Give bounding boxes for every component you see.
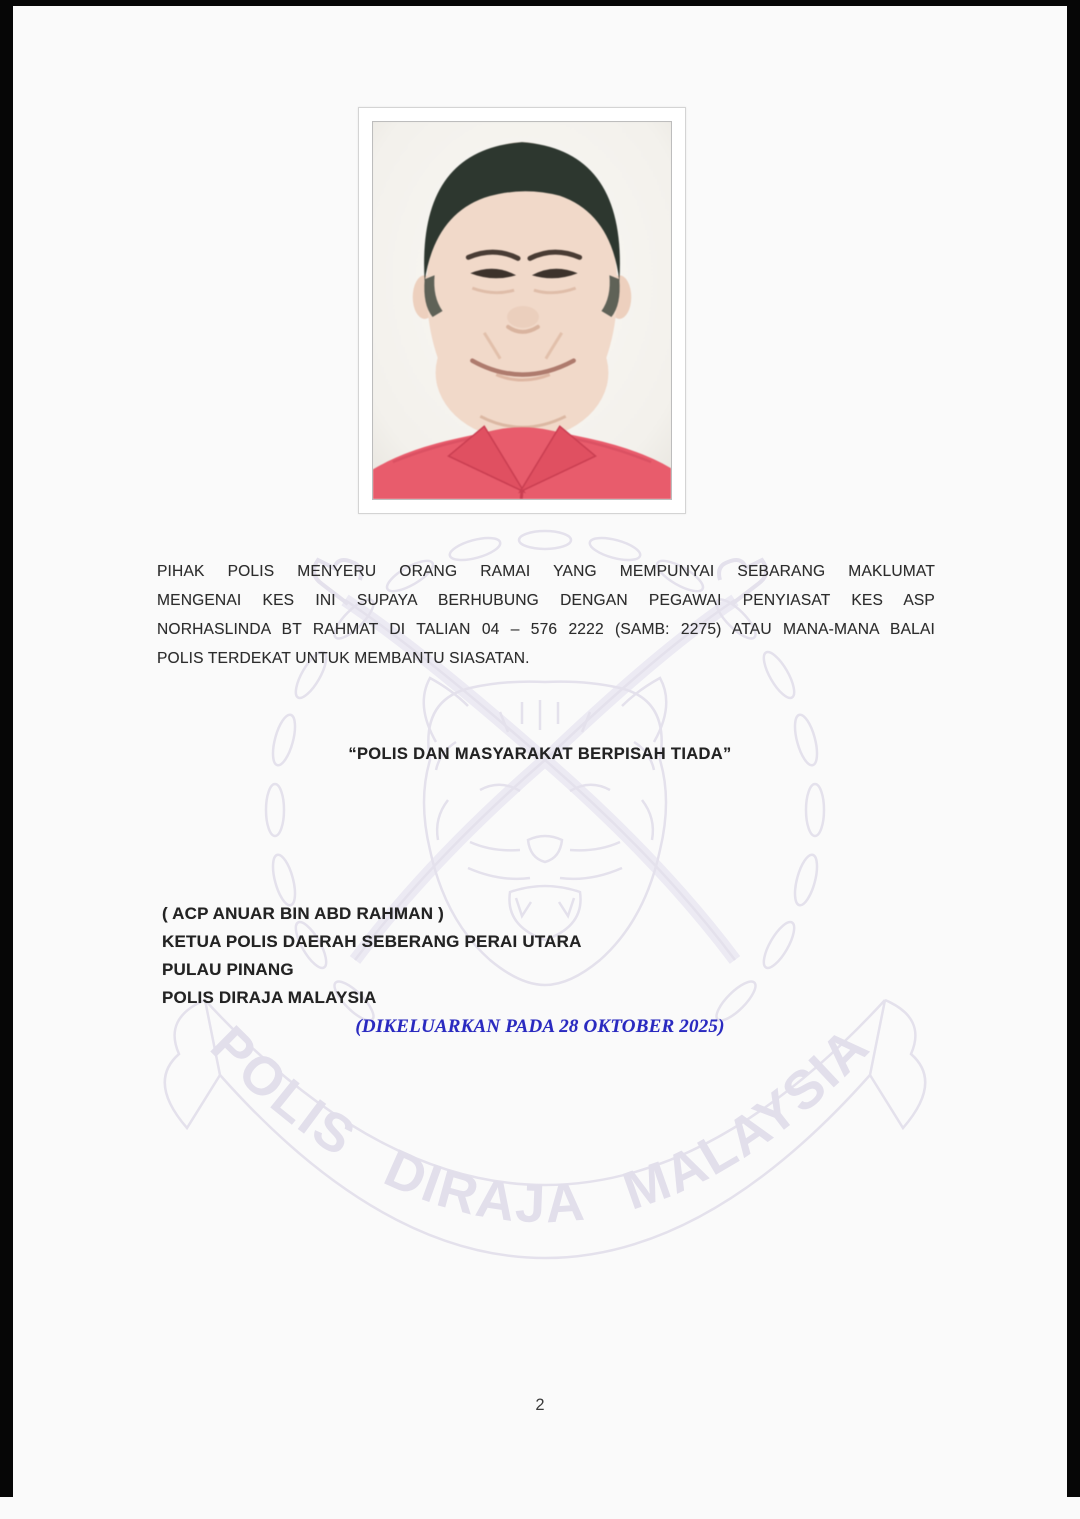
paragraph-line: NORHASLINDA BT RAHMAT DI TALIAN 04 – 576 2222 (SAMB: 2275) ATAU MANA-MANA BALAI (157, 621, 935, 638)
portrait-photo (358, 107, 686, 514)
page-number: 2 (535, 1396, 545, 1414)
signature-block (162, 900, 802, 1012)
watermark-banner-text: POLIS DIRAJA MALAYSIA (199, 1014, 882, 1235)
frame-bar-left (0, 0, 13, 1497)
portrait-photo-inner (372, 121, 672, 500)
paragraph-line: PIHAK POLIS MENYERU ORANG RAMAI YANG MEMPUNYAI SEBARANG MAKLUMAT (157, 563, 935, 580)
signature-line: POLIS DIRAJA MALAYSIA (162, 988, 377, 1007)
paragraph-line: POLIS TERDEKAT UNTUK MEMBANTU SIASATAN. (157, 650, 530, 667)
frame-bar-right (1067, 0, 1080, 1497)
paragraph-line: MENGENAI KES INI SUPAYA BERHUBUNG DENGAN PEGAWAI PENYIASAT KES ASP (157, 592, 935, 609)
portrait-illustration (373, 122, 671, 499)
appeal-paragraph (157, 557, 935, 673)
motto-quote: “POLIS DAN MASYARAKAT BERPISAH TIADA” (348, 745, 732, 763)
signature-line: ( ACP ANUAR BIN ABD RAHMAN ) (162, 904, 444, 923)
signature-line: PULAU PINANG (162, 960, 294, 979)
issued-date-note: (DIKELUARKAN PADA 28 OKTOBER 2025) (355, 1016, 725, 1037)
frame-bar-top (0, 0, 1080, 6)
signature-line: KETUA POLIS DAERAH SEBERANG PERAI UTARA (162, 932, 582, 951)
